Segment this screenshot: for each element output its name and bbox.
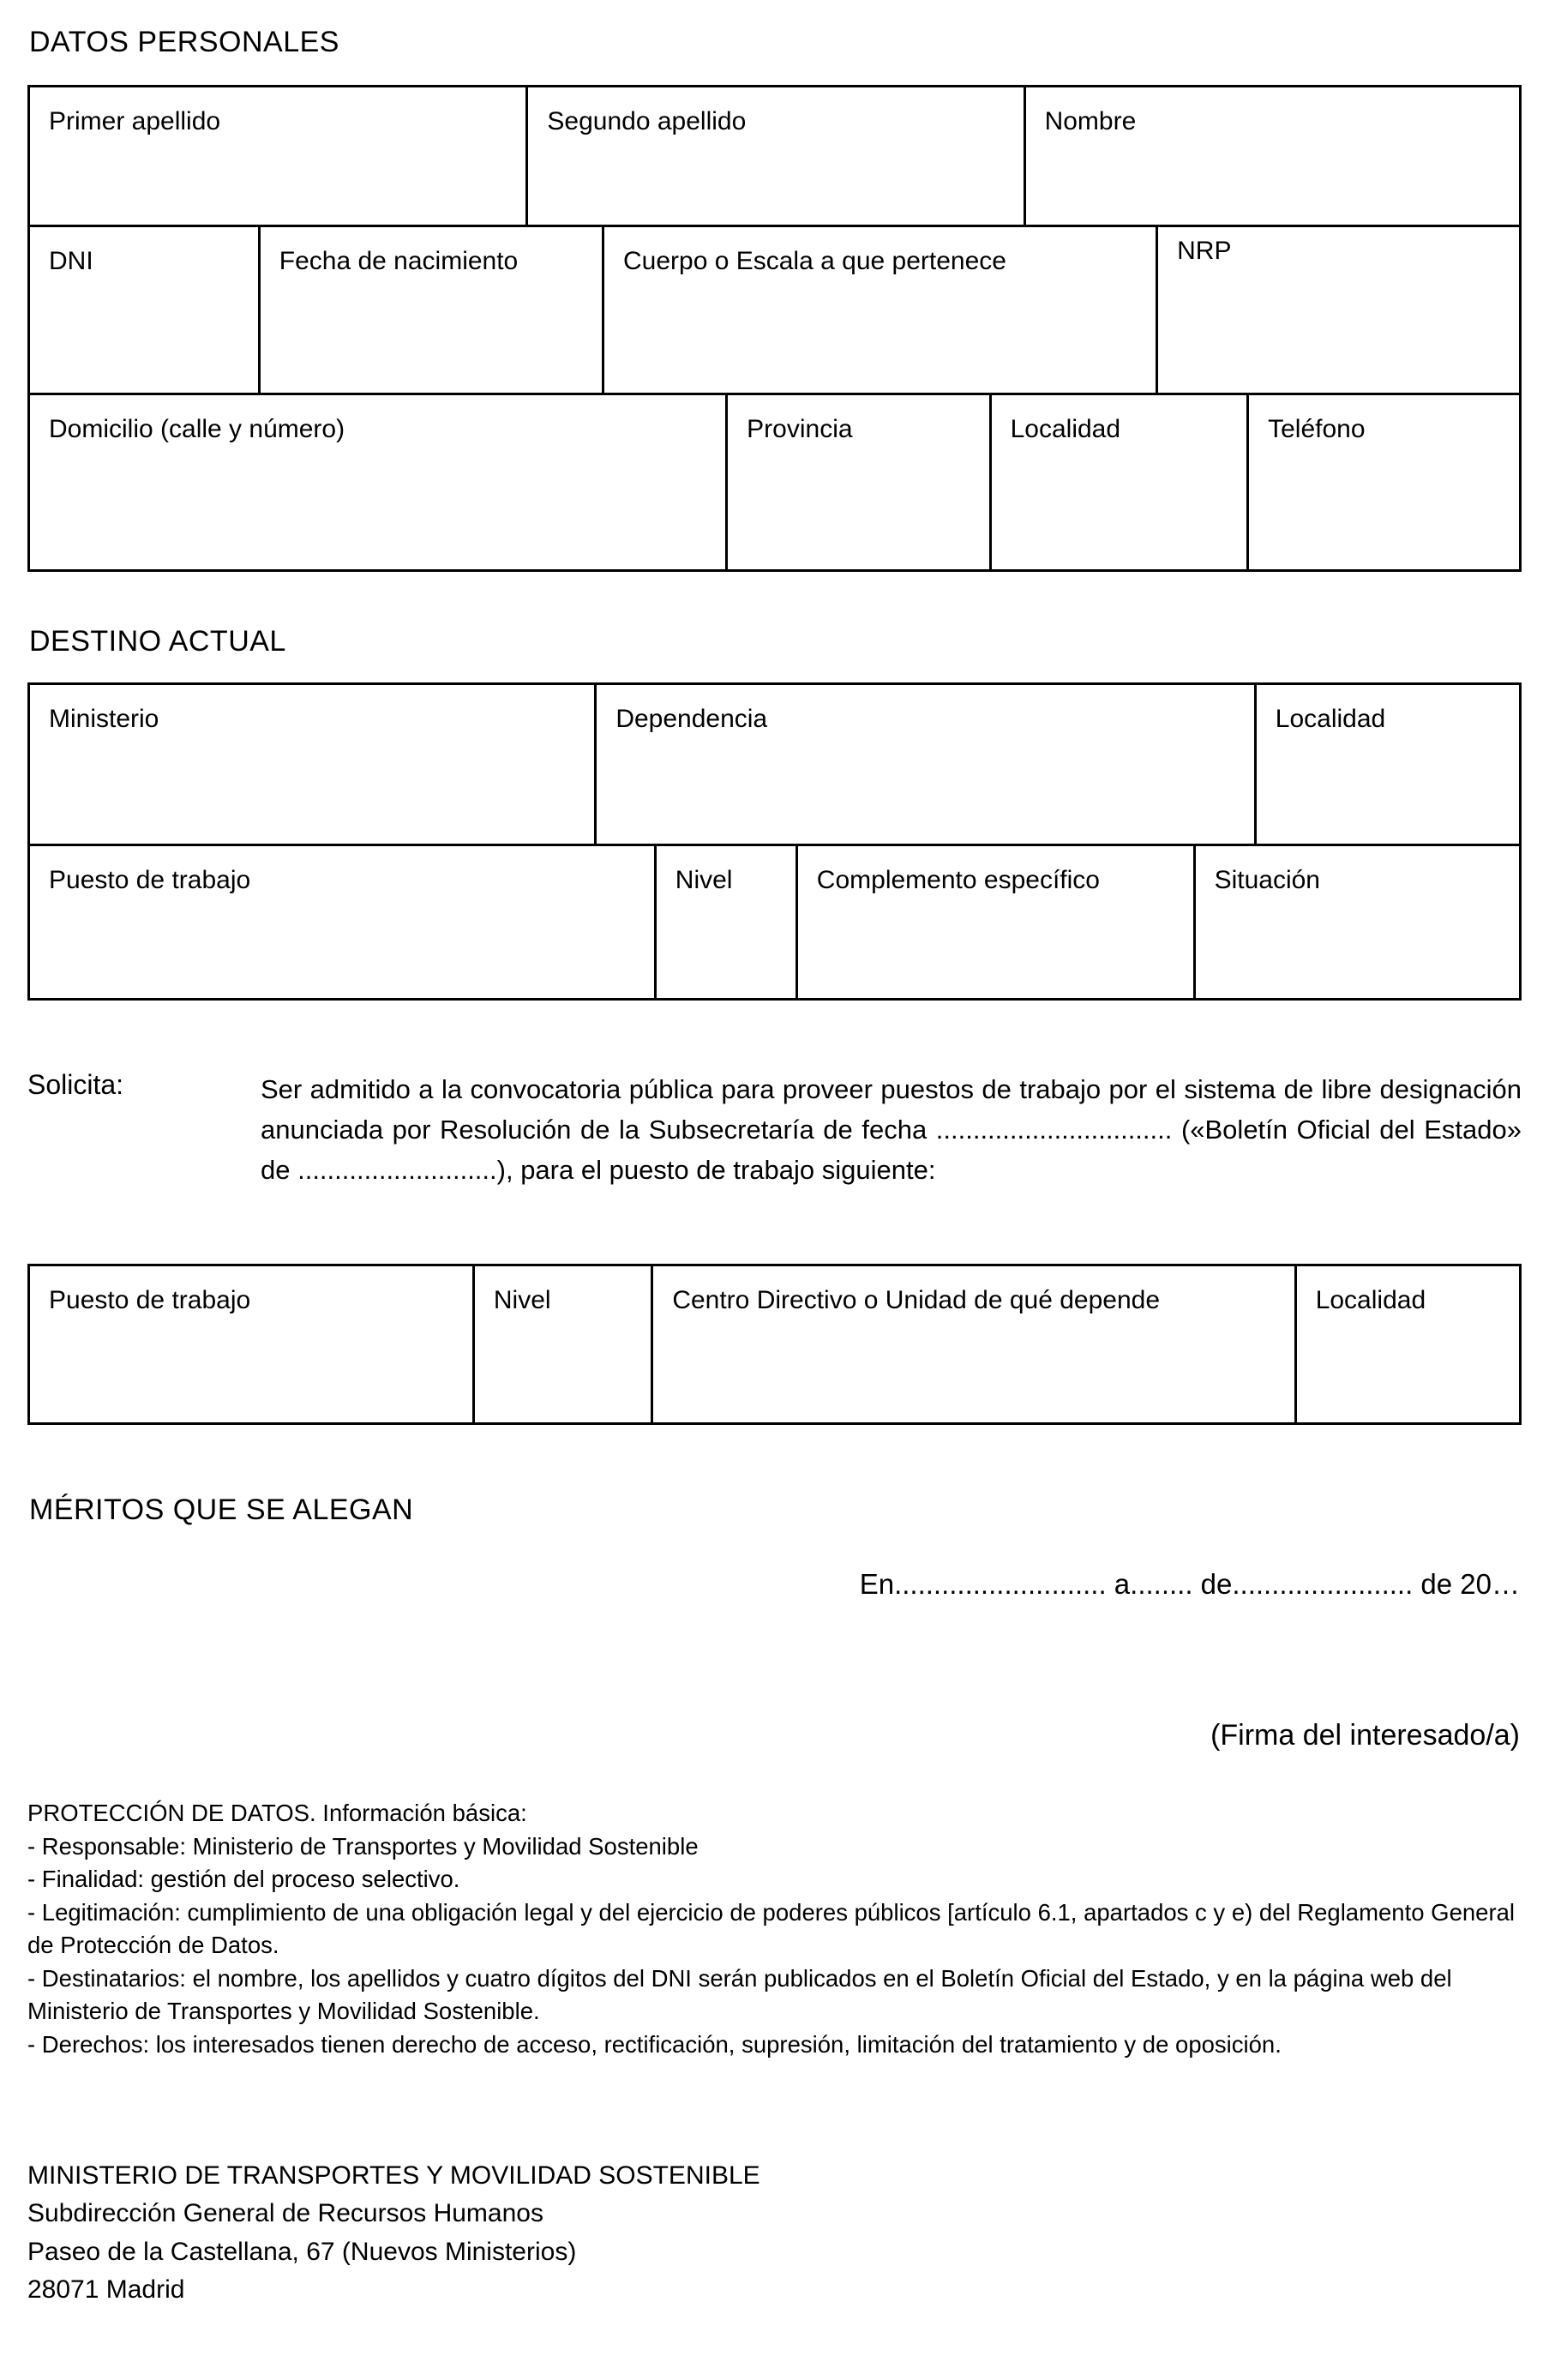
- section-title-destino-actual: DESTINO ACTUAL: [29, 625, 286, 658]
- ministry-street: Paseo de la Castellana, 67 (Nuevos Ministerios): [27, 2237, 577, 2266]
- field-label: Dependencia: [615, 705, 768, 733]
- field-complemento-especifico: [796, 846, 1193, 998]
- field-telefono: [1246, 395, 1519, 569]
- field-fecha-nacimiento: [258, 227, 602, 393]
- field-dni: [30, 227, 258, 393]
- table-row: [30, 225, 1519, 393]
- field-situacion: [1193, 846, 1519, 998]
- ministry-name: MINISTERIO DE TRANSPORTES Y MOVILIDAD SOSTENIBLE: [27, 2161, 760, 2191]
- field-label: Complemento específico: [816, 866, 1100, 894]
- table-row: [30, 87, 1519, 225]
- field-label: Centro Directivo o Unidad de qué depende: [672, 1286, 1161, 1315]
- field-label: Provincia: [747, 415, 853, 443]
- date-place-line: En........................... a........ de....................... de 20…: [859, 1568, 1520, 1601]
- field-localidad-solicitada: [1294, 1266, 1519, 1422]
- field-nivel-solicitado: [472, 1266, 651, 1422]
- data-protection-notice: [27, 1797, 1522, 2061]
- field-segundo-apellido: [525, 87, 1023, 225]
- field-label: Puesto de trabajo: [49, 866, 251, 894]
- puesto-solicitado-table: [27, 1264, 1522, 1425]
- solicita-text: Ser admitido a la convocatoria pública para proveer puestos de trabajo por el sistema de libre designación anunciada por Resolución de la Subsecretaría de fecha ................................ («Boletín Oficial del Estado» de ...........................), para el puesto de trabajo siguiente:: [261, 1074, 1522, 1186]
- ministry-city: 28071 Madrid: [27, 2275, 185, 2304]
- field-nivel: [654, 846, 796, 998]
- field-localidad: [989, 395, 1247, 569]
- field-label: Nivel: [493, 1286, 551, 1315]
- field-label: Localidad: [1315, 1286, 1426, 1315]
- field-label: Nivel: [675, 866, 733, 894]
- field-localidad-destino: [1254, 685, 1519, 844]
- field-domicilio: [30, 395, 725, 569]
- signature-caption: (Firma del interesado/a): [1210, 1719, 1520, 1752]
- field-puesto-trabajo: [30, 846, 654, 998]
- section-title-datos-personales: DATOS PERSONALES: [29, 26, 339, 58]
- field-label: Primer apellido: [49, 107, 221, 135]
- field-nrp: [1156, 227, 1519, 393]
- field-label: Fecha de nacimiento: [279, 247, 519, 275]
- data-protection-line: - Legitimación: cumplimiento de una obligación legal y del ejercicio de poderes públicos [artículo 6.1, apartados c y e) del Reglamento General de Protección de Datos.: [27, 1898, 1516, 1959]
- field-label: DNI: [49, 247, 93, 275]
- destino-actual-table: [27, 682, 1522, 1001]
- section-title-meritos: MÉRITOS QUE SE ALEGAN: [29, 1494, 414, 1527]
- field-label: Nombre: [1044, 107, 1137, 135]
- data-protection-line: - Derechos: los interesados tienen derecho de acceso, rectificación, supresión, limitación del tratamiento y de oposición.: [27, 2030, 1282, 2058]
- field-provincia: [725, 395, 988, 569]
- field-dependencia: [594, 685, 1253, 844]
- table-row: [30, 844, 1519, 998]
- field-primer-apellido: [30, 87, 525, 225]
- field-label: Ministerio: [49, 705, 159, 733]
- field-puesto-solicitado: [30, 1266, 472, 1422]
- field-centro-directivo: [651, 1266, 1294, 1422]
- table-row: [30, 393, 1519, 569]
- ministry-address-block: [27, 2157, 1522, 2308]
- field-label: Domicilio (calle y número): [49, 415, 345, 443]
- field-label: Localidad: [1275, 705, 1386, 733]
- data-protection-title: PROTECCIÓN DE DATOS. Información básica:: [27, 1800, 527, 1827]
- solicita-label: Solicita:: [27, 1069, 124, 1100]
- data-protection-line: - Destinatarios: el nombre, los apellidos y cuatro dígitos del DNI serán publicados en el Boletín Oficial del Estado, y en la página web del Ministerio de Transportes y Movilidad Sostenible.: [27, 1964, 1452, 2025]
- field-ministerio: [30, 685, 594, 844]
- field-label: Localidad: [1010, 415, 1121, 443]
- field-label: Segundo apellido: [547, 107, 747, 135]
- solicita-section: [27, 1069, 1522, 1190]
- field-label: Teléfono: [1268, 415, 1366, 443]
- field-cuerpo-escala: [602, 227, 1156, 393]
- ministry-subdireccion: Subdirección General de Recursos Humanos: [27, 2199, 543, 2228]
- personal-data-table: [27, 85, 1522, 572]
- table-row: [30, 685, 1519, 844]
- field-label: Situación: [1214, 866, 1320, 894]
- field-nombre: [1024, 87, 1519, 225]
- data-protection-line: - Finalidad: gestión del proceso selectivo.: [27, 1866, 460, 1893]
- field-label: NRP: [1177, 237, 1232, 265]
- field-label: Cuerpo o Escala a que pertenece: [622, 247, 1006, 275]
- table-row: [30, 1266, 1519, 1422]
- field-label: Puesto de trabajo: [49, 1286, 251, 1315]
- data-protection-line: - Responsable: Ministerio de Transportes y Movilidad Sostenible: [27, 1832, 699, 1860]
